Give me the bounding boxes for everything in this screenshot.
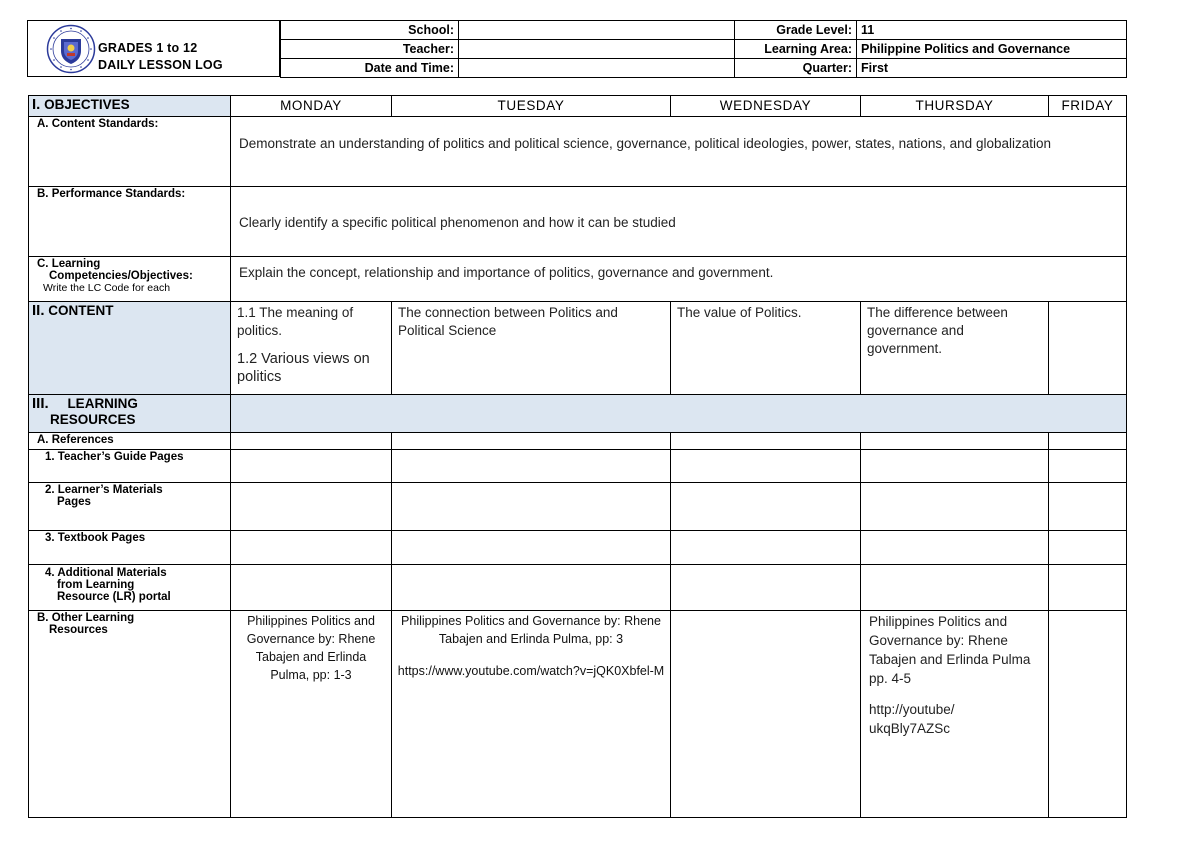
doc-title-line-2: DAILY LESSON LOG: [98, 58, 223, 72]
learners-materials-thursday[interactable]: [861, 483, 1049, 531]
additional-materials-friday[interactable]: [1049, 565, 1127, 611]
textbook-pages-label: 3. Textbook Pages: [45, 532, 146, 544]
teachers-guide-tuesday[interactable]: [392, 450, 671, 483]
date-time-label: Date and Time:: [281, 59, 459, 78]
lesson-log-table: [28, 95, 1127, 818]
other-resources-row: [29, 611, 1127, 818]
school-field[interactable]: [459, 21, 735, 40]
content-tuesday[interactable]: The connection between Politics and Political Science: [398, 305, 618, 338]
objectives-header-row: [29, 96, 1127, 117]
performance-standards-label: B. Performance Standards:: [37, 188, 186, 200]
resources-section-title: III. LEARNING RESOURCES: [29, 395, 231, 433]
competencies-row: [29, 257, 1127, 302]
performance-standards-text[interactable]: Clearly identify a specific political phenomenon and how it can be studied: [239, 215, 676, 230]
grade-level-label: Grade Level:: [735, 21, 857, 40]
resources-header-row: [29, 395, 1127, 433]
other-resources-monday[interactable]: Philippines Politics and Governance by: Rhene Tabajen and Erlinda Pulma, pp: 1-3: [246, 614, 376, 682]
content-section-title: II. CONTENT: [29, 302, 231, 395]
additional-materials-row: [29, 565, 1127, 611]
learning-area-label: Learning Area:: [735, 40, 857, 59]
additional-materials-wednesday[interactable]: [671, 565, 861, 611]
textbook-pages-tuesday[interactable]: [392, 531, 671, 565]
competencies-label: C. Learning Competencies/Objectives: Write the LC Code for each: [29, 257, 230, 294]
content-monday-2[interactable]: 1.2 Various views on politics: [237, 351, 370, 385]
references-wednesday[interactable]: [671, 433, 861, 450]
other-resources-tuesday-link[interactable]: https://www.youtube.com/watch?v=jQK0Xbfel-M: [397, 664, 665, 678]
learners-materials-monday[interactable]: [231, 483, 392, 531]
teachers-guide-row: [29, 450, 1127, 483]
deped-seal-icon: [46, 24, 96, 74]
content-wednesday[interactable]: The value of Politics.: [677, 305, 802, 320]
references-tuesday[interactable]: [392, 433, 671, 450]
content-monday-1[interactable]: 1.1 The meaning of politics.: [237, 305, 354, 338]
textbook-pages-thursday[interactable]: [861, 531, 1049, 565]
references-row: [29, 433, 1127, 450]
additional-materials-tuesday[interactable]: [392, 565, 671, 611]
date-time-field[interactable]: [459, 59, 735, 78]
learning-area-field[interactable]: Philippine Politics and Governance: [857, 40, 1127, 59]
content-standards-row: [29, 117, 1127, 187]
content-thursday[interactable]: The difference between governance and government.: [867, 305, 1008, 356]
content-standards-text[interactable]: Demonstrate an understanding of politics and political science, governance, political ideologies, power, states, nations, and globalization: [239, 136, 1051, 151]
learners-materials-wednesday[interactable]: [671, 483, 861, 531]
day-header-tuesday: TUESDAY: [392, 96, 671, 117]
teachers-guide-monday[interactable]: [231, 450, 392, 483]
header-info-table: [280, 20, 1127, 78]
additional-materials-thursday[interactable]: [861, 565, 1049, 611]
additional-materials-label: 4. Additional Materials from Learning Resource (LR) portal: [45, 567, 171, 603]
day-header-wednesday: WEDNESDAY: [671, 96, 861, 117]
content-row: [29, 302, 1127, 395]
learners-materials-friday[interactable]: [1049, 483, 1127, 531]
competencies-text[interactable]: Explain the concept, relationship and importance of politics, governance and government.: [239, 265, 774, 280]
textbook-pages-monday[interactable]: [231, 531, 392, 565]
references-thursday[interactable]: [861, 433, 1049, 450]
teacher-label: Teacher:: [281, 40, 459, 59]
teachers-guide-label: 1. Teacher’s Guide Pages: [45, 451, 184, 463]
day-header-monday: MONDAY: [231, 96, 392, 117]
school-label: School:: [281, 21, 459, 40]
learners-materials-tuesday[interactable]: [392, 483, 671, 531]
other-resources-label: B. Other Learning Resources: [37, 612, 135, 636]
textbook-pages-wednesday[interactable]: [671, 531, 861, 565]
day-header-thursday: THURSDAY: [861, 96, 1049, 117]
other-resources-tuesday-book[interactable]: Philippines Politics and Governance by: Rhene Tabajen and Erlinda Pulma, pp: 3: [401, 614, 661, 646]
textbook-pages-friday[interactable]: [1049, 531, 1127, 565]
grade-level-field[interactable]: 11: [857, 21, 1127, 40]
quarter-label: Quarter:: [735, 59, 857, 78]
header-logo-box: [27, 20, 280, 77]
references-label: A. References: [37, 434, 114, 446]
teachers-guide-thursday[interactable]: [861, 450, 1049, 483]
learners-materials-label: 2. Learner’s Materials Pages: [45, 484, 163, 508]
textbook-pages-row: [29, 531, 1127, 565]
additional-materials-monday[interactable]: [231, 565, 392, 611]
content-standards-label: A. Content Standards:: [37, 118, 159, 130]
competencies-note: Write the LC Code for each: [43, 282, 171, 294]
other-resources-thursday-link[interactable]: http://youtube/ ukqBly7AZSc: [869, 702, 955, 736]
teachers-guide-wednesday[interactable]: [671, 450, 861, 483]
other-resources-thursday-book[interactable]: Philippines Politics and Governance by: Rhene Tabajen and Erlinda Pulma pp. 4-5: [869, 614, 1031, 686]
references-friday[interactable]: [1049, 433, 1127, 450]
performance-standards-row: [29, 187, 1127, 257]
doc-title-line-1: GRADES 1 to 12: [98, 41, 198, 55]
objectives-section-title: I. OBJECTIVES: [29, 96, 231, 117]
teacher-field[interactable]: [459, 40, 735, 59]
references-monday[interactable]: [231, 433, 392, 450]
day-header-friday: FRIDAY: [1049, 96, 1127, 117]
teachers-guide-friday[interactable]: [1049, 450, 1127, 483]
learners-materials-row: [29, 483, 1127, 531]
quarter-field[interactable]: First: [857, 59, 1127, 78]
resources-header-fill: [231, 395, 1127, 433]
